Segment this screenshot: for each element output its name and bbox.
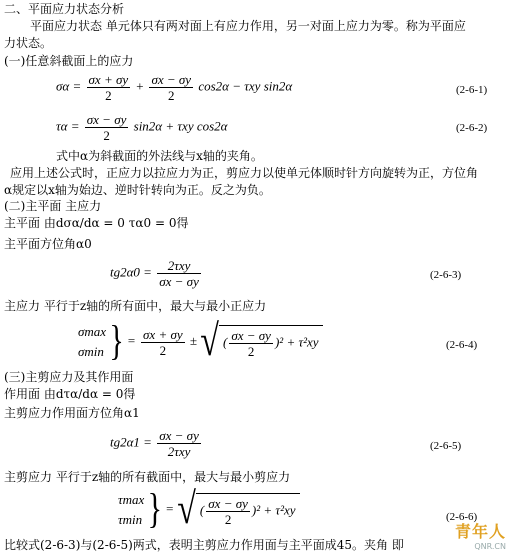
main-stress-text: 主应力 平行于z轴的所有面中，最大与最小正应力 [4, 299, 267, 313]
eq-number-1: (2-6-1) [456, 84, 488, 96]
eq-number-4: (2-6-4) [446, 339, 478, 351]
main-plane-text: 主平面 由dσα/dα = 0 τα0 = 0得 [4, 216, 189, 230]
note-sign-convention-cont: α规定以x轴为始边、逆时针转向为正。反之为负。 [4, 183, 271, 197]
equation-2-6-5: tg2α1 = $\frac{\sigma x - \sigma y}{\text{2τxy}}$ [110, 428, 199, 459]
definition-text-cont: 力状态。 [4, 36, 53, 50]
equation-2-6-4: σmax σmin } = $\frac{\sigma x + \sigma y}{2}$ ± √ ( $\frac{\sigma x - \sigma y}{2}$ )² + τ²xy [78, 322, 323, 362]
action-plane-text: 作用面 由dτα/dα = 0得 [4, 387, 136, 401]
shear-plane-direction: 主剪应力作用面方位角α1 [4, 406, 140, 420]
eq-number-5: (2-6-5) [430, 440, 462, 452]
watermark-sub: QNR.CN [474, 542, 506, 551]
watermark-main: 青年人 [454, 522, 506, 541]
eq-number-3: (2-6-3) [430, 269, 462, 281]
note-sign-convention: 应用上述公式时，正应力以拉应力为正，剪应力以使单元体顺时针方向旋转为正，方位角 [10, 166, 479, 180]
subsection-1-title: (一)任意斜截面上的应力 [4, 54, 134, 68]
watermark-logo [455, 519, 506, 551]
equation-2-6-2: τα = $\frac{\sigma x - \sigma y}{2}$ sin2α + τxy cos2α [56, 112, 228, 143]
equation-2-6-1: σα = $\frac{\sigma x + \sigma y}{2}$ + $\frac{\sigma x - \sigma y}{2}$ cos2α − τxy sin2α [56, 72, 293, 103]
eq-number-2: (2-6-2) [456, 122, 488, 134]
equation-2-6-3: tg2α0 = $\frac{\text{2τxy}}{\sigma x - \sigma y}$ [110, 258, 199, 289]
main-plane-direction: 主平面方位角α0 [4, 237, 92, 251]
note-alpha: 式中α为斜截面的外法线与x轴的夹角。 [56, 149, 263, 163]
subsection-2-title: (二)主平面 主应力 [4, 199, 102, 213]
shear-stress-text: 主剪应力 平行于z轴的所有截面中，最大与最小剪应力 [4, 470, 291, 484]
comparison-text: 比较式(2-6-3)与(2-6-5)两式，表明主剪应力作用面与主平面成45。夹角 即 [4, 538, 404, 552]
subsection-3-title: (三)主剪应力及其作用面 [4, 370, 134, 384]
section-title: 二、平面应力状态分析 [4, 2, 125, 16]
definition-text: 平面应力状态 单元体只有两对面上有应力作用，另一对面上应力为零。称为平面应 [30, 19, 466, 33]
equation-2-6-6: τmax τmin } = √ ( $\frac{\sigma x - \sigma y}{2}$ )² + τ²xy [118, 490, 300, 530]
eq-number-6: (2-6-6) [446, 511, 478, 523]
